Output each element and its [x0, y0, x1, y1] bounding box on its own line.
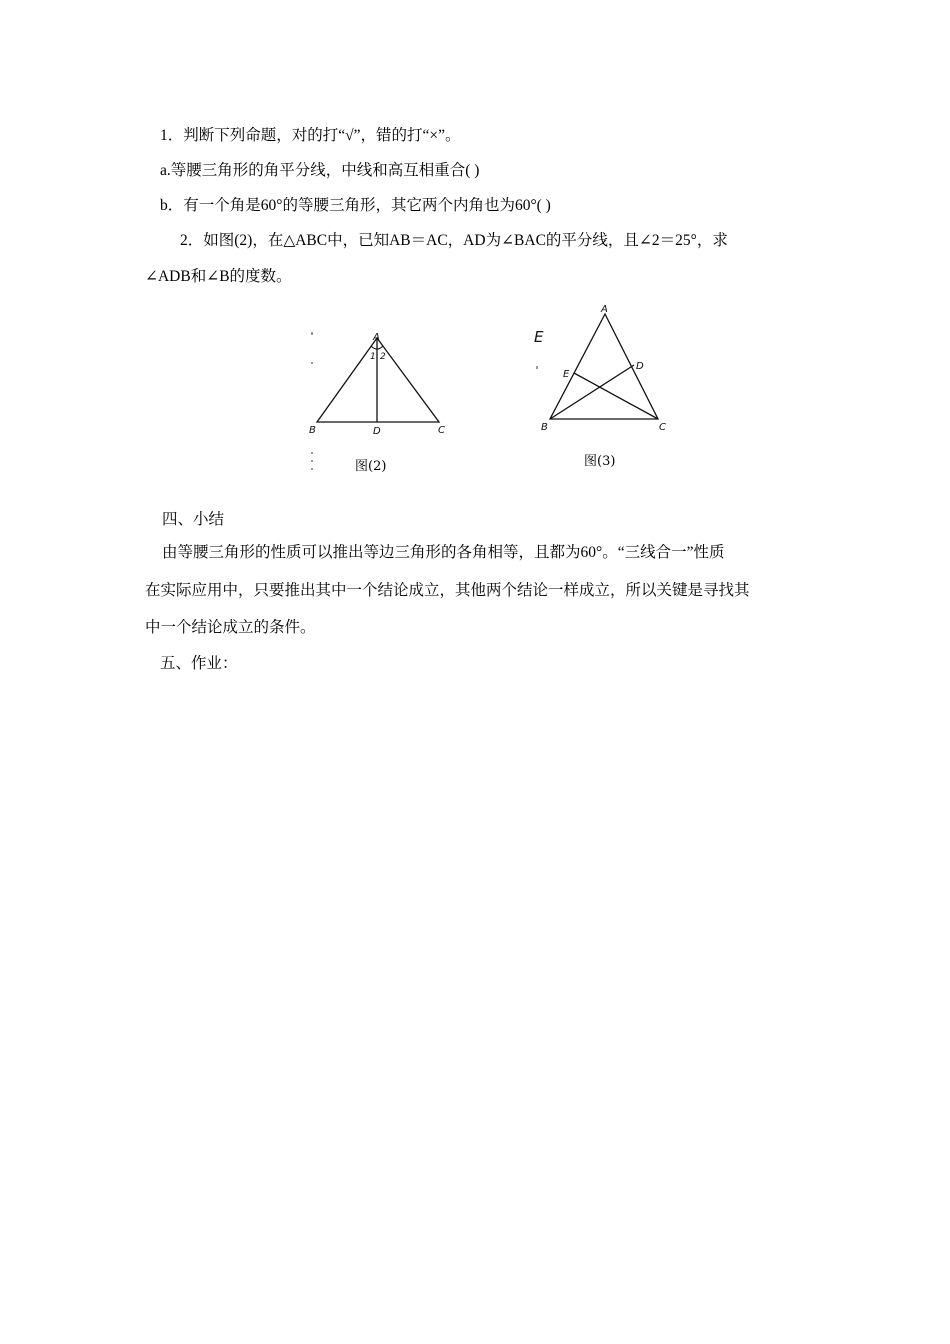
angle-label-1: 1: [370, 352, 376, 362]
summary-paragraph-line-2: 在实际应用中，只要推出其中一个结论成立，其他两个结论一样成立，所以关键是寻找其: [145, 582, 750, 599]
figure-3-caption: 图(3): [584, 454, 616, 469]
question-2-line-1: 2．如图(2)，在△ABC中，已知AB＝AC，AD为∠BAC的平分线，且∠2＝25°，求: [180, 232, 728, 249]
vertex-label-c: C: [659, 422, 666, 433]
summary-paragraph-line-1: 由等腰三角形的性质可以推出等边三角形的各角相等，且都为60°。“三线合一”性质: [162, 544, 725, 561]
vertex-label-e: E: [563, 369, 570, 380]
summary-heading: 四、小结: [162, 511, 225, 528]
vertex-label-d: D: [636, 361, 644, 372]
stray-label-e: E: [534, 328, 544, 346]
figure-2-caption: 图(2): [355, 459, 387, 474]
figure-3-diagram: [530, 300, 680, 440]
vertex-label-a: A: [373, 332, 380, 343]
summary-paragraph-line-3: 中一个结论成立的条件。: [145, 619, 316, 636]
triangle-abc: [317, 338, 439, 422]
question-1-title: 1．判断下列命题，对的打“√”，错的打“×”。: [160, 127, 461, 144]
question-2-line-2: ∠ADB和∠B的度数。: [145, 268, 292, 285]
vertex-label-a: A: [601, 304, 608, 315]
question-1-item-a: a.等腰三角形的角平分线，中线和高互相重合( ): [160, 162, 480, 179]
vertex-label-b: B: [309, 425, 316, 436]
vertex-label-b: B: [541, 422, 548, 433]
question-1-item-b: b．有一个角是60°的等腰三角形，其它两个内角也为60°( ): [160, 197, 551, 214]
homework-heading: 五、作业：: [160, 655, 238, 672]
vertex-label-c: C: [438, 425, 445, 436]
vertex-label-d: D: [373, 426, 381, 437]
angle-label-2: 2: [380, 352, 386, 362]
